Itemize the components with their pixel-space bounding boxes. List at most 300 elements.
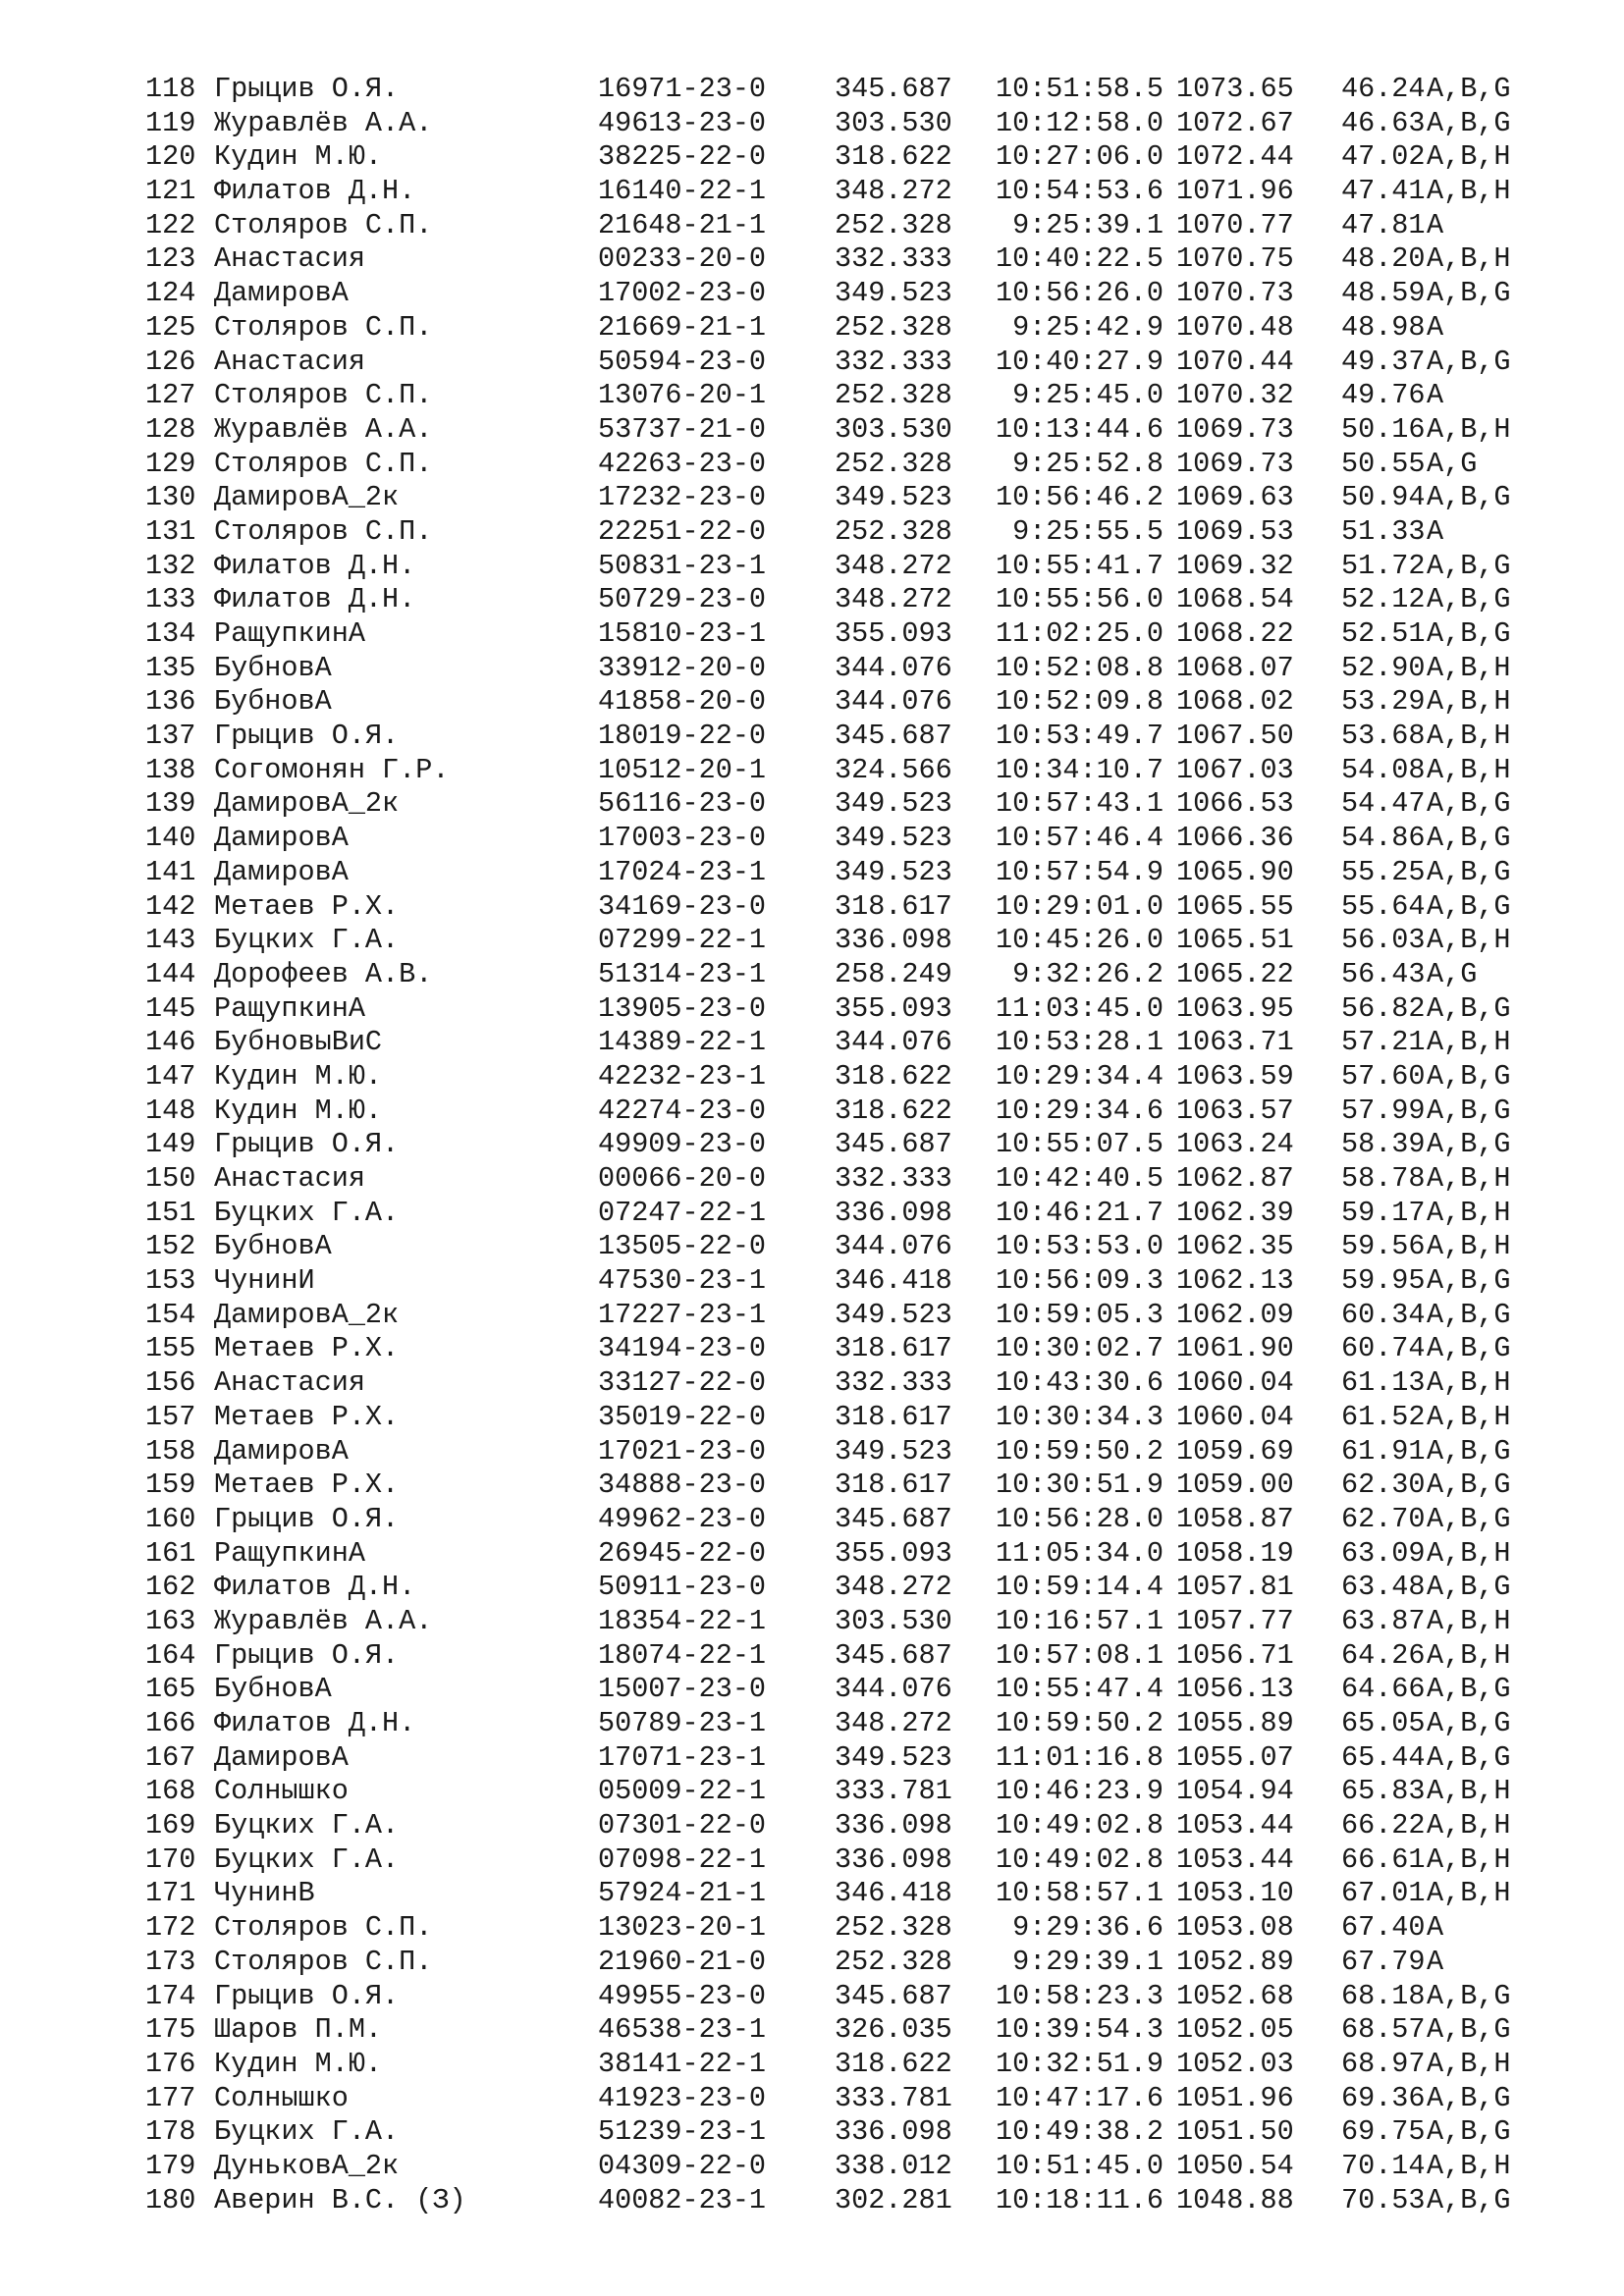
- coefficient: 67.79: [1341, 1945, 1426, 1978]
- ring-number: 22251-22-0: [598, 514, 767, 548]
- coefficient: 55.64: [1341, 889, 1426, 923]
- ring-number: 18019-22-0: [598, 720, 767, 753]
- ring-number: 41923-23-0: [598, 2081, 767, 2114]
- coefficient: 57.21: [1341, 1026, 1426, 1059]
- speed: 1068.22: [1176, 617, 1294, 650]
- classes: A,B,G: [1427, 2115, 1511, 2149]
- fancier-name: Столяров С.П.: [214, 1911, 433, 1945]
- place-number: 163: [145, 1604, 196, 1637]
- place-number: 124: [145, 277, 196, 310]
- coefficient: 51.72: [1341, 549, 1426, 582]
- arrival-time: 10:53:28.1: [995, 1026, 1164, 1059]
- place-number: 151: [145, 1196, 196, 1229]
- place-number: 176: [145, 2047, 196, 2080]
- arrival-time: 10:53:49.7: [995, 720, 1164, 753]
- classes: A,B,H: [1427, 924, 1511, 957]
- distance: 355.093: [835, 617, 952, 650]
- coefficient: 58.78: [1341, 1162, 1426, 1195]
- ring-number: 15810-23-1: [598, 617, 767, 650]
- coefficient: 56.03: [1341, 924, 1426, 957]
- coefficient: 70.53: [1341, 2183, 1426, 2216]
- coefficient: 46.24: [1341, 73, 1426, 105]
- coefficient: 68.18: [1341, 1979, 1426, 2012]
- arrival-time: 11:05:34.0: [995, 1536, 1164, 1570]
- coefficient: 63.09: [1341, 1536, 1426, 1570]
- arrival-time: 10:32:51.9: [995, 2047, 1164, 2080]
- ring-number: 35019-22-0: [598, 1400, 767, 1433]
- arrival-time: 10:57:43.1: [995, 787, 1164, 821]
- place-number: 122: [145, 208, 196, 241]
- coefficient: 46.63: [1341, 106, 1426, 139]
- ring-number: 50789-23-1: [598, 1707, 767, 1739]
- ring-number: 21648-21-1: [598, 208, 767, 241]
- coefficient: 64.66: [1341, 1673, 1426, 1706]
- ring-number: 42263-23-0: [598, 447, 767, 480]
- place-number: 143: [145, 924, 196, 957]
- fancier-name: Столяров С.П.: [214, 310, 433, 344]
- speed: 1067.03: [1176, 753, 1294, 786]
- coefficient: 54.47: [1341, 787, 1426, 821]
- classes: A,B,H: [1427, 1809, 1511, 1842]
- fancier-name: БубновА: [214, 685, 332, 719]
- speed: 1052.03: [1176, 2047, 1294, 2080]
- place-number: 158: [145, 1434, 196, 1468]
- place-number: 154: [145, 1298, 196, 1331]
- speed: 1068.02: [1176, 685, 1294, 719]
- arrival-time: 10:56:09.3: [995, 1264, 1164, 1298]
- coefficient: 48.59: [1341, 277, 1426, 310]
- arrival-time: 11:03:45.0: [995, 991, 1164, 1025]
- distance: 318.622: [835, 1094, 952, 1127]
- fancier-name: Солнышко: [214, 1775, 349, 1808]
- classes: A,B,H: [1427, 1196, 1511, 1229]
- classes: A: [1427, 514, 1444, 548]
- classes: A,B,G: [1427, 1434, 1511, 1468]
- arrival-time: 9:25:55.5: [1012, 514, 1164, 548]
- distance: 336.098: [835, 2115, 952, 2149]
- ring-number: 13905-23-0: [598, 991, 767, 1025]
- place-number: 160: [145, 1502, 196, 1535]
- arrival-time: 10:49:02.8: [995, 1842, 1164, 1876]
- speed: 1060.04: [1176, 1400, 1294, 1433]
- speed: 1070.44: [1176, 345, 1294, 378]
- ring-number: 00233-20-0: [598, 242, 767, 276]
- arrival-time: 10:55:41.7: [995, 549, 1164, 582]
- ring-number: 53737-21-0: [598, 412, 767, 446]
- distance: 345.687: [835, 73, 952, 105]
- place-number: 146: [145, 1026, 196, 1059]
- place-number: 119: [145, 106, 196, 139]
- coefficient: 68.97: [1341, 2047, 1426, 2080]
- place-number: 170: [145, 1842, 196, 1876]
- fancier-name: Шаров П.М.: [214, 2013, 383, 2047]
- ring-number: 49909-23-0: [598, 1128, 767, 1161]
- arrival-time: 10:18:11.6: [995, 2183, 1164, 2216]
- classes: A,B,G: [1427, 1059, 1511, 1093]
- speed: 1070.48: [1176, 310, 1294, 344]
- fancier-name: Буцких Г.А.: [214, 1809, 400, 1842]
- coefficient: 47.02: [1341, 140, 1426, 174]
- distance: 355.093: [835, 1536, 952, 1570]
- speed: 1068.07: [1176, 651, 1294, 684]
- place-number: 161: [145, 1536, 196, 1570]
- place-number: 139: [145, 787, 196, 821]
- distance: 336.098: [835, 1196, 952, 1229]
- arrival-time: 10:34:10.7: [995, 753, 1164, 786]
- classes: A,B,H: [1427, 412, 1511, 446]
- ring-number: 46538-23-1: [598, 2013, 767, 2047]
- classes: A,B,G: [1427, 1298, 1511, 1331]
- arrival-time: 10:13:44.6: [995, 412, 1164, 446]
- fancier-name: Филатов Д.Н.: [214, 175, 416, 208]
- place-number: 180: [145, 2183, 196, 2216]
- fancier-name: Анастасия: [214, 1366, 365, 1400]
- place-number: 123: [145, 242, 196, 276]
- distance: 344.076: [835, 651, 952, 684]
- classes: A,B,H: [1427, 1366, 1511, 1400]
- speed: 1062.35: [1176, 1230, 1294, 1263]
- speed: 1066.36: [1176, 822, 1294, 855]
- coefficient: 53.29: [1341, 685, 1426, 719]
- speed: 1065.51: [1176, 924, 1294, 957]
- distance: 318.622: [835, 140, 952, 174]
- speed: 1070.75: [1176, 242, 1294, 276]
- place-number: 129: [145, 447, 196, 480]
- place-number: 131: [145, 514, 196, 548]
- ring-number: 18074-22-1: [598, 1638, 767, 1672]
- speed: 1072.67: [1176, 106, 1294, 139]
- fancier-name: Филатов Д.Н.: [214, 583, 416, 616]
- speed: 1060.04: [1176, 1366, 1294, 1400]
- place-number: 157: [145, 1400, 196, 1433]
- coefficient: 56.82: [1341, 991, 1426, 1025]
- coefficient: 63.48: [1341, 1571, 1426, 1604]
- place-number: 152: [145, 1230, 196, 1263]
- fancier-name: Дорофеев А.В.: [214, 957, 433, 990]
- place-number: 127: [145, 379, 196, 412]
- arrival-time: 9:25:45.0: [1012, 379, 1164, 412]
- fancier-name: БубновыВиС: [214, 1026, 383, 1059]
- speed: 1053.44: [1176, 1809, 1294, 1842]
- coefficient: 48.98: [1341, 310, 1426, 344]
- coefficient: 65.83: [1341, 1775, 1426, 1808]
- place-number: 149: [145, 1128, 196, 1161]
- arrival-time: 10:58:23.3: [995, 1979, 1164, 2012]
- speed: 1058.19: [1176, 1536, 1294, 1570]
- arrival-time: 10:56:28.0: [995, 1502, 1164, 1535]
- classes: A,B,H: [1427, 720, 1511, 753]
- ring-number: 07247-22-1: [598, 1196, 767, 1229]
- arrival-time: 10:58:57.1: [995, 1877, 1164, 1910]
- ring-number: 07098-22-1: [598, 1842, 767, 1876]
- distance: 324.566: [835, 753, 952, 786]
- distance: 349.523: [835, 822, 952, 855]
- coefficient: 68.57: [1341, 2013, 1426, 2047]
- arrival-time: 10:12:58.0: [995, 106, 1164, 139]
- distance: 348.272: [835, 1571, 952, 1604]
- classes: A,B,G: [1427, 889, 1511, 923]
- place-number: 136: [145, 685, 196, 719]
- place-number: 125: [145, 310, 196, 344]
- arrival-time: 10:57:54.9: [995, 855, 1164, 888]
- speed: 1053.08: [1176, 1911, 1294, 1945]
- distance: 333.781: [835, 2081, 952, 2114]
- ring-number: 14389-22-1: [598, 1026, 767, 1059]
- ring-number: 57924-21-1: [598, 1877, 767, 1910]
- ring-number: 26945-22-0: [598, 1536, 767, 1570]
- ring-number: 17227-23-1: [598, 1298, 767, 1331]
- coefficient: 61.13: [1341, 1366, 1426, 1400]
- fancier-name: Журавлёв А.А.: [214, 1604, 433, 1637]
- distance: 332.333: [835, 242, 952, 276]
- fancier-name: Аверин В.С. (З): [214, 2183, 466, 2216]
- coefficient: 60.34: [1341, 1298, 1426, 1331]
- arrival-time: 10:40:22.5: [995, 242, 1164, 276]
- coefficient: 59.56: [1341, 1230, 1426, 1263]
- coefficient: 56.43: [1341, 957, 1426, 990]
- arrival-time: 10:55:56.0: [995, 583, 1164, 616]
- distance: 326.035: [835, 2013, 952, 2047]
- speed: 1063.95: [1176, 991, 1294, 1025]
- ring-number: 13076-20-1: [598, 379, 767, 412]
- fancier-name: Журавлёв А.А.: [214, 412, 433, 446]
- speed: 1063.59: [1176, 1059, 1294, 1093]
- speed: 1059.69: [1176, 1434, 1294, 1468]
- place-number: 156: [145, 1366, 196, 1400]
- classes: A,B,G: [1427, 1468, 1511, 1502]
- fancier-name: Метаев Р.Х.: [214, 1468, 400, 1502]
- speed: 1053.44: [1176, 1842, 1294, 1876]
- ring-number: 17002-23-0: [598, 277, 767, 310]
- distance: 349.523: [835, 855, 952, 888]
- fancier-name: ЧунинВ: [214, 1877, 315, 1910]
- coefficient: 53.68: [1341, 720, 1426, 753]
- fancier-name: Анастасия: [214, 242, 365, 276]
- fancier-name: Филатов Д.Н.: [214, 549, 416, 582]
- place-number: 177: [145, 2081, 196, 2114]
- ring-number: 17024-23-1: [598, 855, 767, 888]
- place-number: 120: [145, 140, 196, 174]
- distance: 344.076: [835, 1230, 952, 1263]
- classes: A,B,H: [1427, 1638, 1511, 1672]
- distance: 345.687: [835, 1638, 952, 1672]
- fancier-name: Грыцив О.Я.: [214, 1502, 400, 1535]
- arrival-time: 10:46:23.9: [995, 1775, 1164, 1808]
- fancier-name: Грыцив О.Я.: [214, 73, 400, 105]
- distance: 344.076: [835, 685, 952, 719]
- ring-number: 16971-23-0: [598, 73, 767, 105]
- distance: 332.333: [835, 345, 952, 378]
- coefficient: 51.33: [1341, 514, 1426, 548]
- coefficient: 69.36: [1341, 2081, 1426, 2114]
- classes: A,B,G: [1427, 991, 1511, 1025]
- speed: 1067.50: [1176, 720, 1294, 753]
- distance: 333.781: [835, 1775, 952, 1808]
- distance: 332.333: [835, 1162, 952, 1195]
- coefficient: 58.39: [1341, 1128, 1426, 1161]
- ring-number: 40082-23-1: [598, 2183, 767, 2216]
- place-number: 133: [145, 583, 196, 616]
- fancier-name: Буцких Г.А.: [214, 1196, 400, 1229]
- classes: A,B,H: [1427, 1536, 1511, 1570]
- classes: A,B,H: [1427, 1026, 1511, 1059]
- arrival-time: 9:25:42.9: [1012, 310, 1164, 344]
- classes: A: [1427, 379, 1444, 412]
- fancier-name: ДамировА_2к: [214, 1298, 400, 1331]
- coefficient: 66.61: [1341, 1842, 1426, 1876]
- coefficient: 47.41: [1341, 175, 1426, 208]
- place-number: 169: [145, 1809, 196, 1842]
- classes: A,B,G: [1427, 617, 1511, 650]
- fancier-name: Солнышко: [214, 2081, 349, 2114]
- ring-number: 51314-23-1: [598, 957, 767, 990]
- fancier-name: ДуньковА_2к: [214, 2149, 400, 2182]
- place-number: 175: [145, 2013, 196, 2047]
- classes: A,B,G: [1427, 1128, 1511, 1161]
- fancier-name: ЧунинИ: [214, 1264, 315, 1298]
- coefficient: 67.01: [1341, 1877, 1426, 1910]
- speed: 1069.63: [1176, 481, 1294, 514]
- classes: A: [1427, 1911, 1444, 1945]
- arrival-time: 10:55:07.5: [995, 1128, 1164, 1161]
- speed: 1063.71: [1176, 1026, 1294, 1059]
- classes: A,B,G: [1427, 277, 1511, 310]
- place-number: 162: [145, 1571, 196, 1604]
- place-number: 168: [145, 1775, 196, 1808]
- coefficient: 59.95: [1341, 1264, 1426, 1298]
- classes: A,B,G: [1427, 1264, 1511, 1298]
- speed: 1053.10: [1176, 1877, 1294, 1910]
- coefficient: 62.70: [1341, 1502, 1426, 1535]
- fancier-name: Буцких Г.А.: [214, 1842, 400, 1876]
- arrival-time: 10:16:57.1: [995, 1604, 1164, 1637]
- classes: A,B,H: [1427, 1775, 1511, 1808]
- place-number: 171: [145, 1877, 196, 1910]
- distance: 348.272: [835, 175, 952, 208]
- fancier-name: Грыцив О.Я.: [214, 1979, 400, 2012]
- ring-number: 13023-20-1: [598, 1911, 767, 1945]
- distance: 344.076: [835, 1026, 952, 1059]
- ring-number: 17021-23-0: [598, 1434, 767, 1468]
- place-number: 135: [145, 651, 196, 684]
- speed: 1055.89: [1176, 1707, 1294, 1739]
- place-number: 165: [145, 1673, 196, 1706]
- ring-number: 00066-20-0: [598, 1162, 767, 1195]
- speed: 1069.73: [1176, 447, 1294, 480]
- ring-number: 13505-22-0: [598, 1230, 767, 1263]
- arrival-time: 10:27:06.0: [995, 140, 1164, 174]
- fancier-name: ДамировА: [214, 1740, 349, 1774]
- ring-number: 21669-21-1: [598, 310, 767, 344]
- distance: 348.272: [835, 583, 952, 616]
- place-number: 166: [145, 1707, 196, 1739]
- fancier-name: Столяров С.П.: [214, 208, 433, 241]
- arrival-time: 10:30:51.9: [995, 1468, 1164, 1502]
- arrival-time: 10:43:30.6: [995, 1366, 1164, 1400]
- fancier-name: Кудин М.Ю.: [214, 2047, 383, 2080]
- speed: 1051.50: [1176, 2115, 1294, 2149]
- fancier-name: Метаев Р.Х.: [214, 1400, 400, 1433]
- place-number: 141: [145, 855, 196, 888]
- classes: A,B,G: [1427, 822, 1511, 855]
- arrival-time: 10:29:34.4: [995, 1059, 1164, 1093]
- coefficient: 54.08: [1341, 753, 1426, 786]
- arrival-time: 10:57:08.1: [995, 1638, 1164, 1672]
- speed: 1070.77: [1176, 208, 1294, 241]
- distance: 345.687: [835, 1979, 952, 2012]
- arrival-time: 10:46:21.7: [995, 1196, 1164, 1229]
- fancier-name: ДамировА_2к: [214, 481, 400, 514]
- speed: 1052.05: [1176, 2013, 1294, 2047]
- speed: 1069.73: [1176, 412, 1294, 446]
- ring-number: 42274-23-0: [598, 1094, 767, 1127]
- classes: A,B,H: [1427, 1842, 1511, 1876]
- coefficient: 52.51: [1341, 617, 1426, 650]
- coefficient: 64.26: [1341, 1638, 1426, 1672]
- classes: A,B,G: [1427, 73, 1511, 105]
- speed: 1052.89: [1176, 1945, 1294, 1978]
- distance: 252.328: [835, 1945, 952, 1978]
- classes: A,B,H: [1427, 1604, 1511, 1637]
- ring-number: 42232-23-1: [598, 1059, 767, 1093]
- arrival-time: 10:29:01.0: [995, 889, 1164, 923]
- coefficient: 57.60: [1341, 1059, 1426, 1093]
- fancier-name: Журавлёв А.А.: [214, 106, 433, 139]
- speed: 1056.71: [1176, 1638, 1294, 1672]
- arrival-time: 10:57:46.4: [995, 822, 1164, 855]
- speed: 1073.65: [1176, 73, 1294, 105]
- classes: A,B,G: [1427, 2081, 1511, 2114]
- distance: 252.328: [835, 514, 952, 548]
- coefficient: 62.30: [1341, 1468, 1426, 1502]
- fancier-name: БубновА: [214, 1673, 332, 1706]
- fancier-name: ДамировА_2к: [214, 787, 400, 821]
- coefficient: 52.90: [1341, 651, 1426, 684]
- speed: 1065.22: [1176, 957, 1294, 990]
- distance: 349.523: [835, 1740, 952, 1774]
- coefficient: 69.75: [1341, 2115, 1426, 2149]
- ring-number: 49955-23-0: [598, 1979, 767, 2012]
- distance: 344.076: [835, 1673, 952, 1706]
- arrival-time: 10:30:02.7: [995, 1332, 1164, 1365]
- fancier-name: ДамировА: [214, 855, 349, 888]
- fancier-name: ДамировА: [214, 822, 349, 855]
- distance: 258.249: [835, 957, 952, 990]
- distance: 348.272: [835, 1707, 952, 1739]
- ring-number: 34169-23-0: [598, 889, 767, 923]
- place-number: 118: [145, 73, 196, 105]
- distance: 318.617: [835, 889, 952, 923]
- ring-number: 18354-22-1: [598, 1604, 767, 1637]
- arrival-time: 10:51:45.0: [995, 2149, 1164, 2182]
- speed: 1062.13: [1176, 1264, 1294, 1298]
- arrival-time: 10:39:54.3: [995, 2013, 1164, 2047]
- speed: 1055.07: [1176, 1740, 1294, 1774]
- distance: 303.530: [835, 412, 952, 446]
- fancier-name: Буцких Г.А.: [214, 924, 400, 957]
- classes: A,B,G: [1427, 549, 1511, 582]
- place-number: 142: [145, 889, 196, 923]
- ring-number: 56116-23-0: [598, 787, 767, 821]
- coefficient: 61.91: [1341, 1434, 1426, 1468]
- ring-number: 49962-23-0: [598, 1502, 767, 1535]
- ring-number: 50594-23-0: [598, 345, 767, 378]
- fancier-name: Столяров С.П.: [214, 447, 433, 480]
- distance: 252.328: [835, 310, 952, 344]
- place-number: 153: [145, 1264, 196, 1298]
- classes: A,B,H: [1427, 753, 1511, 786]
- ring-number: 07299-22-1: [598, 924, 767, 957]
